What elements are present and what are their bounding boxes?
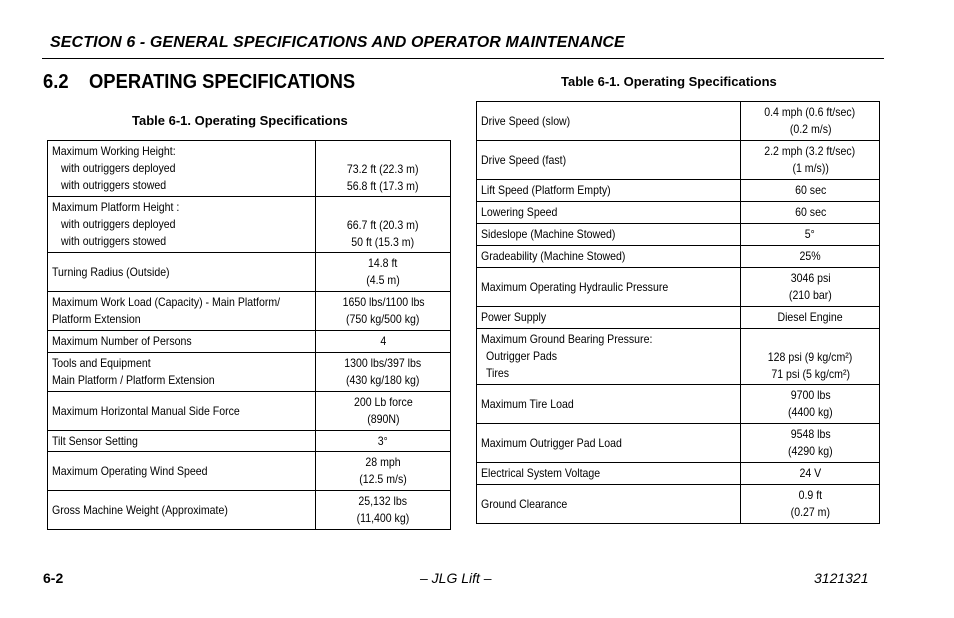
- spec-label-line: Lowering Speed: [481, 205, 558, 219]
- spec-value-line: 3046 psi: [790, 271, 831, 285]
- spec-label: [477, 180, 741, 202]
- spec-value: [316, 491, 451, 530]
- table-row: [477, 246, 880, 268]
- spec-value-line: (4.5 m): [366, 273, 400, 287]
- spec-value: [741, 307, 880, 329]
- table-row: [48, 353, 451, 392]
- spec-value-line: 128 psi (9 kg/cm²): [767, 350, 853, 364]
- spec-label: [48, 141, 316, 197]
- spec-label: [48, 431, 316, 452]
- spec-value: [741, 224, 880, 246]
- spec-value: [741, 202, 880, 224]
- spec-value: [316, 353, 451, 392]
- spec-label-line: with outriggers deployed: [61, 161, 176, 175]
- spec-value-line: (12.5 m/s): [359, 472, 407, 486]
- spec-label-line: Platform Extension: [52, 312, 141, 326]
- spec-value-line: 71 psi (5 kg/cm²): [770, 367, 850, 381]
- spec-value: [741, 385, 880, 424]
- spec-label-line: Drive Speed (fast): [481, 152, 567, 167]
- table-row: [477, 202, 880, 224]
- table-row: [48, 292, 451, 331]
- spec-value-line: 60 sec: [794, 183, 826, 197]
- table-row: [48, 141, 451, 197]
- spec-label: [477, 385, 741, 424]
- spec-label: [48, 491, 316, 530]
- page-title-text: OPERATING SPECIFICATIONS: [89, 71, 356, 93]
- spec-label-line: Maximum Operating Wind Speed: [52, 463, 208, 478]
- table-row: [477, 141, 880, 180]
- spec-label-line: Power Supply: [481, 310, 547, 324]
- table-row: [48, 452, 451, 491]
- spec-value: [741, 141, 880, 180]
- spec-value: [741, 246, 880, 268]
- table-row: [48, 392, 451, 431]
- table-row: [48, 491, 451, 530]
- spec-value: [316, 292, 451, 331]
- spec-value-line: (4290 kg): [787, 444, 833, 458]
- table-row: [48, 197, 451, 253]
- spec-value: [316, 452, 451, 491]
- spec-value-line: 24 V: [799, 466, 822, 480]
- spec-value: [316, 141, 451, 197]
- spec-label-line: Electrical System Voltage: [481, 466, 601, 480]
- spec-label-line: Maximum Work Load (Capacity) - Main Platform/: [52, 295, 281, 309]
- spec-label-line: Lift Speed (Platform Empty): [481, 183, 611, 197]
- spec-label-line: Maximum Working Height:: [52, 144, 176, 158]
- spec-value-line: (1 m/s)): [791, 161, 829, 175]
- spec-label: [477, 141, 741, 180]
- spec-label-line: Outrigger Pads: [486, 349, 558, 363]
- spec-value-line: 4: [380, 334, 387, 348]
- spec-value-line: 0.9 ft: [798, 488, 822, 502]
- spec-label-line: Ground Clearance: [481, 496, 568, 511]
- spec-value-line: 25,132 lbs: [358, 494, 408, 508]
- spec-value-line: 9548 lbs: [790, 427, 831, 441]
- spec-label: [477, 224, 741, 246]
- spec-value: [741, 102, 880, 141]
- spec-value-line: 25%: [799, 249, 821, 263]
- spec-value-line: (4400 kg): [787, 405, 833, 419]
- spec-value: [316, 253, 451, 292]
- table-row: [48, 431, 451, 452]
- spec-label: [477, 424, 741, 463]
- spec-value-line: (0.2 m/s): [789, 122, 832, 136]
- footer-brand: – JLG Lift –: [420, 570, 492, 586]
- spec-value-line: 56.8 ft (17.3 m): [347, 179, 419, 193]
- spec-label: [48, 392, 316, 431]
- spec-label-line: Sideslope (Machine Stowed): [481, 227, 616, 241]
- table-row: [477, 307, 880, 329]
- table-row: [477, 385, 880, 424]
- spec-label-line: Maximum Tire Load: [481, 396, 574, 411]
- left-spec-table: [47, 140, 451, 530]
- spec-value-line: (750 kg/500 kg): [346, 312, 420, 326]
- spec-label: [48, 452, 316, 491]
- spec-label: [48, 353, 316, 392]
- spec-label-line: Drive Speed (slow): [481, 113, 571, 128]
- spec-value-line: 14.8 ft: [368, 256, 398, 270]
- spec-value-line: 0.4 mph (0.6 ft/sec): [764, 105, 856, 119]
- spec-label-line: Gradeability (Machine Stowed): [481, 249, 626, 263]
- spec-value-line: Diesel Engine: [777, 310, 843, 324]
- spec-value-line: 28 mph: [365, 455, 401, 469]
- table-row: [48, 253, 451, 292]
- spec-value-line: 2.2 mph (3.2 ft/sec): [764, 144, 856, 158]
- right-spec-table: [476, 101, 880, 524]
- table-row: [477, 463, 880, 485]
- spec-label: [477, 268, 741, 307]
- spec-label: [48, 292, 316, 331]
- header-divider: [42, 58, 884, 59]
- spec-label: [477, 329, 741, 385]
- spec-label-line: Maximum Number of Persons: [52, 334, 192, 348]
- spec-label-line: Maximum Platform Height :: [52, 200, 180, 214]
- spec-value: [741, 485, 880, 524]
- spec-label-line: Gross Machine Weight (Approximate): [52, 502, 228, 517]
- table-row: [477, 224, 880, 246]
- spec-value: [316, 392, 451, 431]
- spec-label: [48, 197, 316, 253]
- spec-label-line: Turning Radius (Outside): [52, 264, 170, 279]
- spec-value: [316, 331, 451, 353]
- spec-label-line: Tires: [486, 366, 510, 380]
- footer-doc-number: 3121321: [814, 570, 869, 586]
- table-row: [477, 102, 880, 141]
- spec-label: [48, 253, 316, 292]
- spec-value-line: 66.7 ft (20.3 m): [347, 218, 419, 232]
- table-row: [477, 329, 880, 385]
- spec-label-line: Main Platform / Platform Extension: [52, 373, 215, 387]
- spec-value-line: 50 ft (15.3 m): [351, 235, 415, 249]
- table-row: [477, 485, 880, 524]
- spec-value-line: 3°: [378, 433, 389, 448]
- spec-value-line: 60 sec: [794, 205, 826, 219]
- spec-label: [477, 202, 741, 224]
- spec-label-line: with outriggers stowed: [61, 178, 167, 192]
- spec-label-line: Maximum Horizontal Manual Side Force: [52, 403, 240, 418]
- spec-value-line: 200 Lb force: [353, 395, 413, 409]
- spec-value-line: (430 kg/180 kg): [346, 373, 420, 387]
- spec-value: [741, 329, 880, 385]
- spec-label: [477, 246, 741, 268]
- spec-label: [48, 331, 316, 353]
- spec-label-line: Tilt Sensor Setting: [52, 433, 138, 448]
- spec-value: [741, 424, 880, 463]
- spec-label: [477, 463, 741, 485]
- spec-value-line: 9700 lbs: [790, 388, 831, 402]
- section-header: SECTION 6 - GENERAL SPECIFICATIONS AND OPERATOR MAINTENANCE: [50, 34, 625, 51]
- spec-label-line: Tools and Equipment: [52, 356, 151, 370]
- spec-label-line: Maximum Outrigger Pad Load: [481, 435, 622, 450]
- spec-value: [741, 180, 880, 202]
- spec-value-line: 1300 lbs/397 lbs: [344, 356, 422, 370]
- spec-value-line: 73.2 ft (22.3 m): [347, 162, 419, 176]
- right-table-caption: Table 6-1. Operating Specifications: [561, 74, 777, 89]
- spec-label-line: Maximum Operating Hydraulic Pressure: [481, 279, 669, 294]
- spec-value-line: (210 bar): [788, 288, 832, 302]
- spec-value-line: 5°: [805, 227, 816, 241]
- spec-value-line: (890N): [366, 412, 400, 426]
- spec-label-line: with outriggers stowed: [61, 234, 167, 248]
- page-title-number: 6.2: [43, 71, 69, 93]
- table-row: [477, 180, 880, 202]
- spec-label: [477, 485, 741, 524]
- spec-value: [316, 197, 451, 253]
- spec-value-line: (0.27 m): [790, 505, 830, 519]
- table-row: [48, 331, 451, 353]
- spec-value: [741, 268, 880, 307]
- page-title: [43, 71, 355, 94]
- spec-label-line: with outriggers deployed: [61, 217, 176, 231]
- spec-label: [477, 102, 741, 141]
- spec-value-line: 1650 lbs/1100 lbs: [342, 295, 425, 309]
- spec-value: [316, 431, 451, 452]
- spec-value-line: (11,400 kg): [356, 511, 410, 525]
- footer-page-number: 6-2: [43, 570, 64, 586]
- table-row: [477, 424, 880, 463]
- spec-value: [741, 463, 880, 485]
- left-table-caption: Table 6-1. Operating Specifications: [132, 113, 348, 128]
- spec-label: [477, 307, 741, 329]
- table-row: [477, 268, 880, 307]
- spec-label-line: Maximum Ground Bearing Pressure:: [481, 332, 653, 346]
